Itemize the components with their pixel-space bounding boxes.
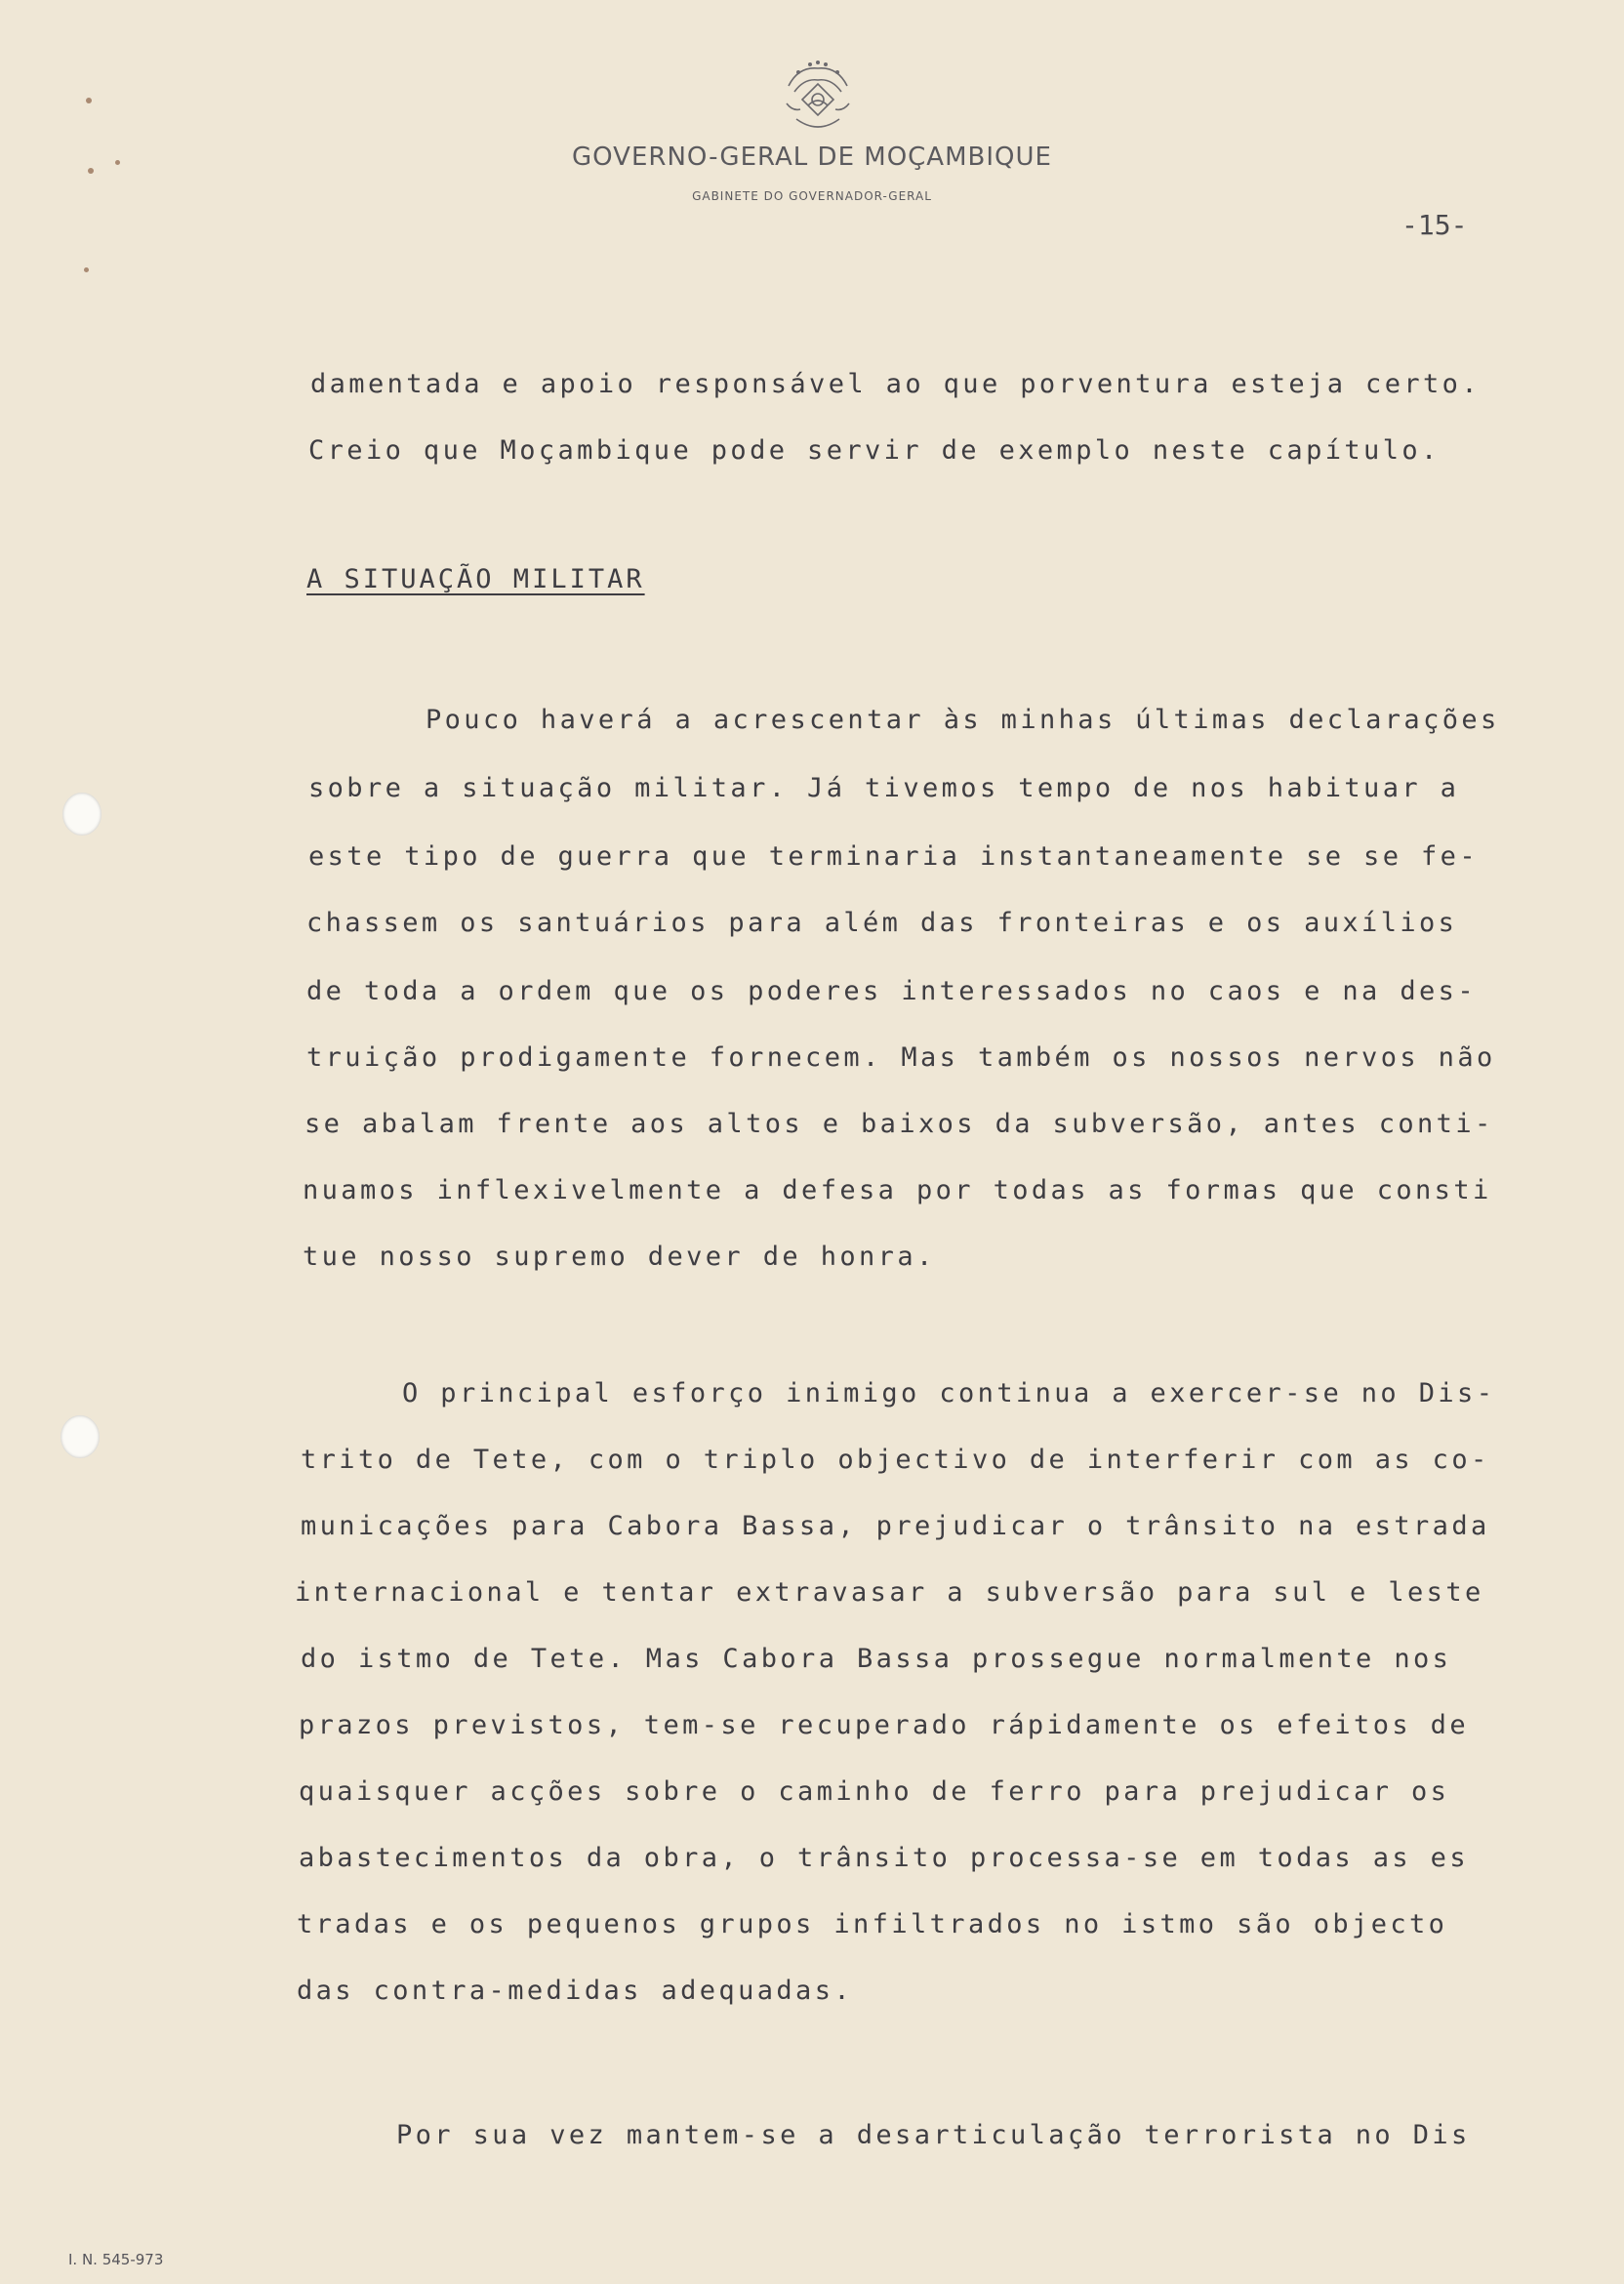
letterhead-title: GOVERNO-GERAL DE MOÇAMBIQUE [572,143,1052,172]
text-line: prazos previstos, tem-se recuperado rápidamente os efeitos de [299,1710,1469,1740]
text-line: sobre a situação militar. Já tivemos tempo de nos habituar a [308,773,1460,803]
text-line: abastecimentos da obra, o trânsito processa-se em todas as es [299,1843,1469,1873]
page-number: -15- [1401,209,1468,241]
text-line: damentada e apoio responsável ao que porventura esteja certo. [310,369,1481,399]
punch-hole-top [62,793,102,836]
form-reference: I. N. 545-973 [68,2251,164,2268]
text-line: tue nosso supremo dever de honra. [303,1242,936,1272]
text-line: internacional e tentar extravasar a subversão para sul e leste [295,1577,1484,1608]
text-line: do istmo de Tete. Mas Cabora Bassa prossegue normalmente nos [301,1644,1452,1674]
text-line: de toda a ordem que os poderes interessados no caos e na des- [306,976,1477,1006]
section-heading: A SITUAÇÃO MILITAR [306,564,645,594]
text-line: municações para Cabora Bassa, prejudicar o trânsito na estrada [301,1511,1490,1541]
text-line: chassem os santuários para além das fronteiras e os auxílios [306,908,1458,938]
text-line: O principal esforço inimigo continua a exercer-se no Dis- [402,1378,1496,1408]
letterhead-subtitle: GABINETE DO GOVERNADOR-GERAL [692,189,932,203]
paper-speck [86,98,92,103]
coat-of-arms-seal [769,57,867,139]
text-line: tradas e os pequenos grupos infiltrados no istmo são objecto [297,1909,1448,1939]
paper-speck [84,267,89,272]
text-line: trito de Tete, com o triplo objectivo de interferir com as co- [301,1445,1490,1475]
text-line: quaisquer acções sobre o caminho de ferro para prejudicar os [299,1776,1450,1807]
text-line: Pouco haverá a acrescentar às minhas últimas declarações [426,705,1500,735]
text-line: truição prodigamente fornecem. Mas também os nossos nervos não [306,1042,1496,1073]
text-line: das contra-medidas adequadas. [297,1976,854,2006]
text-line: se abalam frente aos altos e baixos da subversão, antes conti- [304,1109,1494,1139]
punch-hole-bottom [61,1415,100,1458]
text-line: este tipo de guerra que terminaria instantaneamente se se fe- [308,841,1479,872]
text-line: Creio que Moçambique pode servir de exemplo neste capítulo. [308,435,1441,466]
text-line: nuamos inflexivelmente a defesa por todas as formas que consti [303,1175,1492,1205]
text-line: Por sua vez mantem-se a desarticulação terrorista no Dis [396,2120,1471,2150]
